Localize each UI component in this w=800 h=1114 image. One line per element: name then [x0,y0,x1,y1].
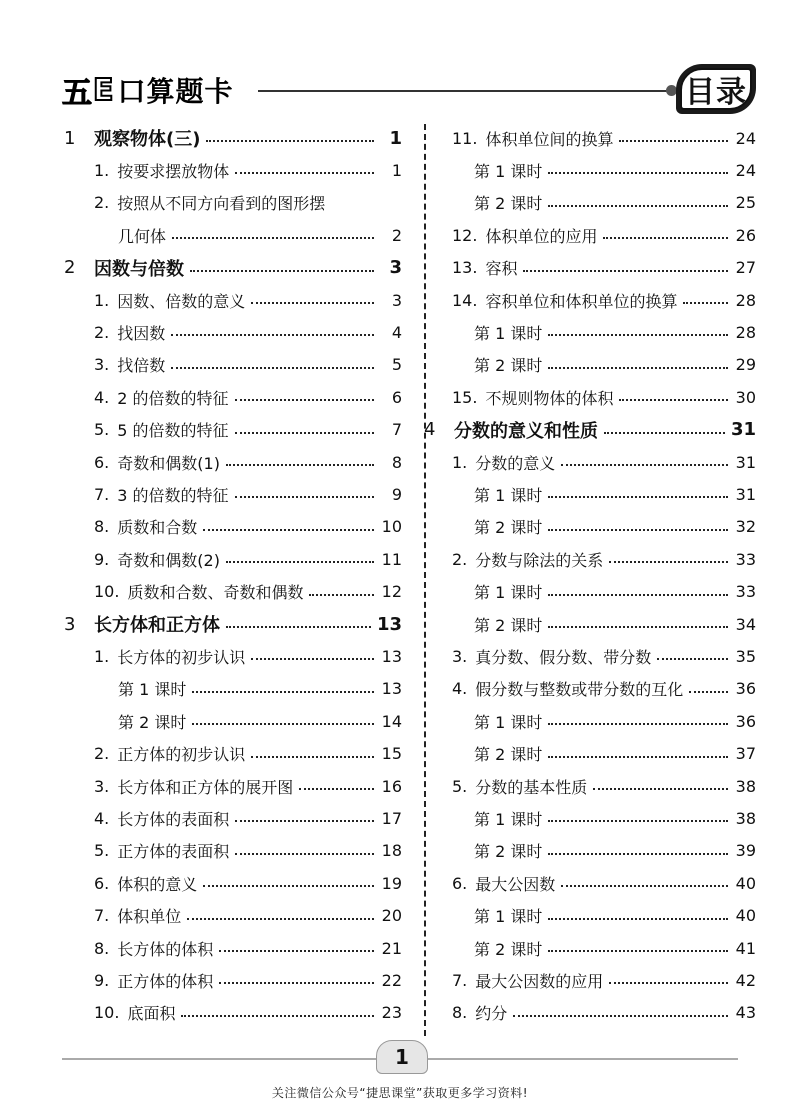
toc-page-number: 3 [389,257,402,279]
toc-subitem [474,349,756,381]
leader-dots [604,432,725,434]
toc-label: 容积 [485,259,518,279]
toc-label: 第 2 课时 [474,745,543,765]
leader-dots [619,140,728,142]
toc-item [452,640,756,672]
page-number-badge: 1 [376,1040,428,1074]
toc-page-number: 38 [735,776,756,796]
toc-label: 正方体的表面积 [117,842,230,862]
toc-page-number: 10 [381,517,402,537]
leader-dots [548,723,728,725]
brand-grade: 五 [62,76,91,111]
toc-subitem [474,316,756,348]
toc-page-number: 1 [391,160,402,180]
toc-number: 2. [452,549,468,569]
toc-label: 第 1 课时 [474,907,543,927]
toc-item [94,349,402,381]
toc-page-number: 37 [735,744,756,764]
column-divider [424,124,426,1036]
toc-item [452,867,756,899]
toc-number: 1. [94,646,110,666]
toc-number: 5. [452,776,468,796]
leader-dots [548,367,728,369]
toc-number: 1. [452,452,468,472]
toc-chapter [64,122,402,154]
toc-label: 3 的倍数的特征 [117,485,229,505]
toc-item [94,640,402,672]
toc-badge-inner [680,68,752,110]
toc-page-number: 41 [735,938,756,958]
leader-dots [219,982,374,984]
toc-page-number: 35 [735,646,756,666]
toc-item [94,835,402,867]
toc-page-number: 25 [735,193,756,213]
toc-page-number: 6 [391,387,402,407]
toc-item [452,770,756,802]
leader-dots [206,140,374,142]
toc-number: 10. [94,582,120,602]
toc-number: 4. [94,808,110,828]
toc-subitem [474,608,756,640]
toc-label: 分数的意义和性质 [454,420,598,442]
toc-number: 1 [64,127,76,149]
leader-dots [251,302,374,304]
toc-page-number: 31 [735,452,756,472]
toc-page-number: 29 [735,355,756,375]
toc-subitem [474,576,756,608]
toc-page-number: 23 [381,1003,402,1023]
toc-label: 按照从不同方向看到的图形摆 [117,194,326,214]
toc-subitem [474,478,756,510]
toc-number: 7. [452,970,468,990]
leader-dots [235,820,374,822]
toc-number: 12. [452,225,478,245]
toc-label: 第 2 课时 [474,356,543,376]
toc-number: 7. [94,906,110,926]
toc-page-number: 2 [391,225,402,245]
toc-page-number: 40 [735,906,756,926]
leader-dots [251,658,374,660]
toc-page-number: 24 [735,128,756,148]
toc-page-number: 18 [381,841,402,861]
toc-number: 10. [94,1003,120,1023]
toc-page-number: 20 [381,906,402,926]
toc-label: 因数与倍数 [94,258,184,280]
toc-label: 正方体的体积 [117,971,214,991]
leader-dots [172,237,374,239]
leader-dots [561,885,728,887]
toc-item [94,381,402,413]
toc-number: 2. [94,744,110,764]
leader-dots [219,950,374,952]
toc-item [94,964,402,996]
toc-subitem [474,511,756,543]
toc-page-number: 13 [381,646,402,666]
toc-subitem [474,738,756,770]
toc-label: 观察物体(三) [94,129,201,150]
toc-item [94,187,402,219]
toc-page-number: 28 [735,322,756,342]
leader-dots [609,982,728,984]
leader-dots [619,399,728,401]
toc-label: 质数和合数 [117,518,198,538]
toc-number: 8. [94,517,110,537]
toc-number: 4. [452,679,468,699]
toc-label: 最大公因数 [475,874,556,894]
leader-dots [548,820,728,822]
toc-label: 第 1 课时 [474,583,543,603]
toc-item [94,738,402,770]
toc-number: 4 [424,419,436,441]
toc-chapter [64,608,402,640]
brand-title: 口算题卡 [117,75,234,108]
toc-label: 奇数和偶数(1) [117,453,220,473]
leader-dots [689,691,728,693]
toc-label: 长方体和正方体的展开图 [117,777,294,797]
toc-label: 约分 [475,1004,508,1024]
leader-dots [593,788,728,790]
page-header [0,0,800,120]
brand-letter: E [93,72,114,108]
toc-number: 15. [452,387,478,407]
toc-label: 2 的倍数的特征 [117,388,229,408]
toc-item [452,219,756,251]
toc-number: 2. [94,193,110,213]
toc-label: 第 2 课时 [118,712,187,732]
toc-page-number: 13 [381,679,402,699]
toc-label: 奇数和偶数(2) [117,550,220,570]
toc-label: 找倍数 [117,356,166,376]
toc-number: 1. [94,290,110,310]
leader-dots [548,950,728,952]
leader-dots [181,1015,374,1017]
toc-subitem [118,673,402,705]
leader-dots [548,853,728,855]
toc-subitem [474,802,756,834]
toc-item [452,964,756,996]
toc-number: 8. [452,1003,468,1023]
toc-item [94,802,402,834]
leader-dots [192,723,374,725]
leader-dots [548,918,728,920]
toc-chapter [424,414,756,446]
leader-dots [203,529,374,531]
leader-dots [683,302,728,304]
toc-page-number: 5 [391,355,402,375]
toc-label: 分数与除法的关系 [475,550,604,570]
toc-page-number: 22 [381,970,402,990]
toc-page-number: 33 [735,549,756,569]
toc-chapter [64,252,402,284]
toc-label: 第 1 课时 [474,323,543,343]
toc-item [452,122,756,154]
leader-dots [235,172,374,174]
toc-label: 长方体的表面积 [117,809,230,829]
leader-dots [251,756,374,758]
toc-label: 因数、倍数的意义 [117,291,246,311]
toc-item [94,997,402,1029]
toc-item-continued [118,219,402,251]
toc-label: 第 1 课时 [474,485,543,505]
leader-dots [513,1015,728,1017]
leader-dots [299,788,374,790]
toc-item [94,932,402,964]
leader-dots [548,205,728,207]
toc-item [94,900,402,932]
toc-page-number: 21 [381,938,402,958]
toc-number: 2. [94,322,110,342]
leader-dots [192,691,374,693]
toc-page-number: 8 [391,452,402,472]
toc-label: 5 的倍数的特征 [117,421,229,441]
toc-label: 体积单位 [117,907,182,927]
leader-dots [548,172,728,174]
toc-page-number: 31 [730,419,756,441]
toc-page-number: 19 [381,873,402,893]
toc-label: 第 2 课时 [474,518,543,538]
toc-label: 按要求摆放物体 [117,161,230,181]
leader-dots [657,658,728,660]
toc-page-number: 26 [735,225,756,245]
toc-page-number: 3 [391,290,402,310]
toc-page-number: 28 [735,290,756,310]
toc-number: 14. [452,290,478,310]
toc-item [94,576,402,608]
brand-logo [62,72,234,111]
toc-label: 第 1 课时 [474,809,543,829]
leader-dots [548,756,728,758]
toc-label: 长方体和正方体 [94,615,220,636]
toc-page-number: 38 [735,808,756,828]
toc-label: 第 2 课时 [474,194,543,214]
toc-label: 分数的意义 [475,453,556,473]
toc-subitem [474,154,756,186]
toc-page-number: 15 [381,744,402,764]
toc-subitem [474,932,756,964]
toc-subitem [474,835,756,867]
toc-page-number: 17 [381,808,402,828]
toc-number: 5. [94,841,110,861]
toc-label: 最大公因数的应用 [475,971,604,991]
toc-badge [676,64,756,114]
leader-dots [171,367,374,369]
toc-number: 13. [452,258,478,278]
toc-item [94,446,402,478]
leader-dots [523,270,728,272]
toc-label: 体积的意义 [117,874,198,894]
toc-item [452,543,756,575]
toc-item [94,154,402,186]
toc-label: 找因数 [117,323,166,343]
toc-item [452,446,756,478]
toc-page-number: 27 [735,258,756,278]
toc-item [94,543,402,575]
toc-page-number: 42 [735,970,756,990]
toc-number: 6. [452,873,468,893]
toc-page-number: 16 [381,776,402,796]
leader-dots [171,334,374,336]
toc-number: 7. [94,484,110,504]
toc-page-number: 9 [391,484,402,504]
toc-label: 真分数、假分数、带分数 [475,647,652,667]
toc-number: 9. [94,549,110,569]
toc-page-number: 32 [735,517,756,537]
toc-item [94,414,402,446]
header-rule [258,90,670,92]
toc-label: 体积单位间的换算 [485,129,614,149]
toc-item [452,997,756,1029]
leader-dots [235,853,374,855]
toc-label: 体积单位的应用 [485,226,598,246]
toc-number: 1. [94,160,110,180]
toc-page-number: 39 [735,841,756,861]
toc-label: 第 2 课时 [474,615,543,635]
leader-dots [603,237,728,239]
toc-badge-label: 目录 [685,75,747,110]
toc-item [94,511,402,543]
leader-dots [561,464,728,466]
toc-number: 3 [64,613,76,635]
toc-number: 2 [64,257,76,279]
toc-page-number: 4 [391,322,402,342]
toc-number: 6. [94,873,110,893]
toc-number: 8. [94,938,110,958]
toc-subitem [474,900,756,932]
toc-label: 正方体的初步认识 [117,745,246,765]
toc-page-number: 33 [735,582,756,602]
leader-dots [226,626,371,628]
toc-number: 3. [452,646,468,666]
toc-page-number: 13 [376,613,402,635]
leader-dots [548,529,728,531]
toc-label: 长方体的体积 [117,939,214,959]
toc-number: 6. [94,452,110,472]
toc-page-number: 1 [389,127,402,149]
toc-number: 9. [94,970,110,990]
leader-dots [226,464,374,466]
toc-label: 几何体 [118,226,167,246]
toc-item [94,867,402,899]
leader-dots [309,594,374,596]
toc-subitem [474,705,756,737]
toc-page-number: 7 [391,420,402,440]
toc-page-number: 12 [381,582,402,602]
toc-page-number: 34 [735,614,756,634]
toc-page-number: 24 [735,160,756,180]
toc-label: 容积单位和体积单位的换算 [485,291,678,311]
toc-number: 3. [94,355,110,375]
leader-dots [226,561,374,563]
toc-item [94,284,402,316]
toc-number: 4. [94,387,110,407]
toc-label: 质数和合数、奇数和偶数 [127,583,304,603]
toc-label: 第 2 课时 [474,939,543,959]
toc-label: 第 1 课时 [118,680,187,700]
toc-item [452,284,756,316]
toc-number: 11. [452,128,478,148]
leader-dots [235,496,374,498]
toc-item [94,770,402,802]
leader-dots [548,334,728,336]
toc-label: 假分数与整数或带分数的互化 [475,680,684,700]
toc-item [452,381,756,413]
toc-label: 分数的基本性质 [475,777,588,797]
toc-label: 第 1 课时 [474,712,543,732]
toc-label: 底面积 [127,1004,176,1024]
toc-number: 5. [94,420,110,440]
toc-item [94,478,402,510]
leader-dots [187,918,374,920]
toc-item [94,316,402,348]
toc-subitem [474,187,756,219]
toc-page-number: 30 [735,387,756,407]
leader-dots [190,270,374,272]
toc-page-number: 36 [735,711,756,731]
footer-note: 关注微信公众号“捷思课堂”获取更多学习资料! [271,1086,529,1100]
toc-label: 不规则物体的体积 [485,388,614,408]
toc-subitem [118,705,402,737]
leader-dots [548,496,728,498]
leader-dots [235,399,374,401]
toc-page-number: 40 [735,873,756,893]
leader-dots [548,594,728,596]
leader-dots [235,432,374,434]
toc-page-number: 31 [735,484,756,504]
toc-page-number: 14 [381,711,402,731]
toc-label: 第 2 课时 [474,842,543,862]
toc-label: 第 1 课时 [474,161,543,181]
leader-dots [203,885,374,887]
leader-dots [548,626,728,628]
toc-item [452,252,756,284]
toc-number: 3. [94,776,110,796]
toc-page-number: 36 [735,679,756,699]
toc-page-number: 11 [381,549,402,569]
toc-page-number: 43 [735,1003,756,1023]
toc-label: 长方体的初步认识 [117,647,246,667]
toc-item [452,673,756,705]
leader-dots [609,561,728,563]
